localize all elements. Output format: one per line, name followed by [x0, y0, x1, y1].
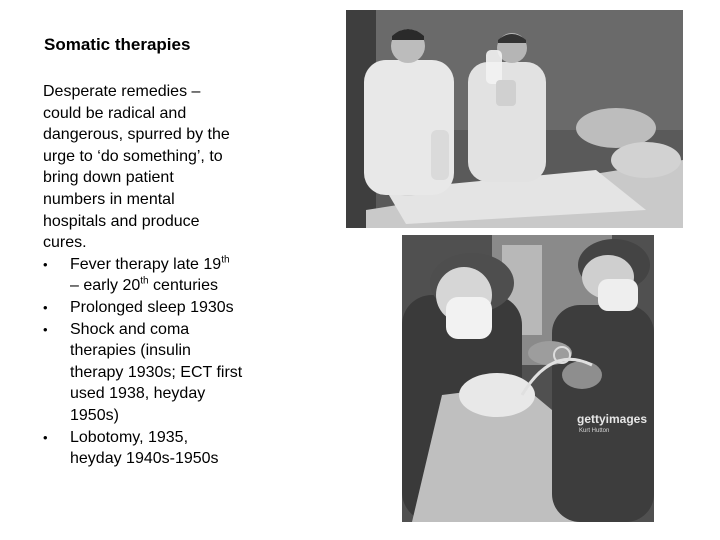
photo-surgeons-illustration	[402, 235, 654, 522]
historical-photo-doctors-patient	[346, 10, 683, 228]
bullet-text-sleep: Prolonged sleep 1930s	[70, 298, 234, 316]
fever-sup: th	[221, 254, 230, 266]
fever-pre: Fever therapy late 19	[70, 255, 222, 273]
historical-photo-surgeons	[402, 235, 654, 522]
bullet-item-sleep	[43, 297, 278, 319]
watermark-credit: Kurt Hutton	[579, 428, 610, 434]
bullet-item-lobotomy	[43, 427, 278, 470]
fever-post2: centuries	[148, 277, 218, 295]
bullet-item-fever	[43, 254, 278, 297]
bullet-text-lobotomy: Lobotomy, 1935, heyday 1940s-1950s	[70, 428, 219, 468]
photo-doctors-patient-illustration	[346, 10, 683, 228]
bullet-text-shock: Shock and coma therapies (insulin therapy 1930s; ECT first used 1938, heyday 1950s)	[70, 320, 243, 424]
watermark-brand: gettyimages	[577, 412, 648, 426]
bullet-text-fever	[70, 256, 230, 295]
slide-title: Somatic therapies	[44, 35, 191, 54]
bullet-dot: •	[43, 429, 48, 445]
bullet-dot: •	[43, 299, 48, 315]
bullet-dot: •	[43, 256, 48, 272]
bullet-dot: •	[43, 321, 48, 337]
fever-sup2: th	[140, 276, 149, 288]
fever-post: – early 20	[70, 277, 141, 295]
bullet-item-shock	[43, 319, 278, 427]
intro-paragraph: Desperate remedies – could be radical and dangerous, spurred by the urge to ‘do something’, to bring down patient numbers in mental hospitals and produce cures.	[43, 83, 230, 252]
bullet-list	[43, 254, 278, 470]
slide-body	[43, 81, 278, 470]
